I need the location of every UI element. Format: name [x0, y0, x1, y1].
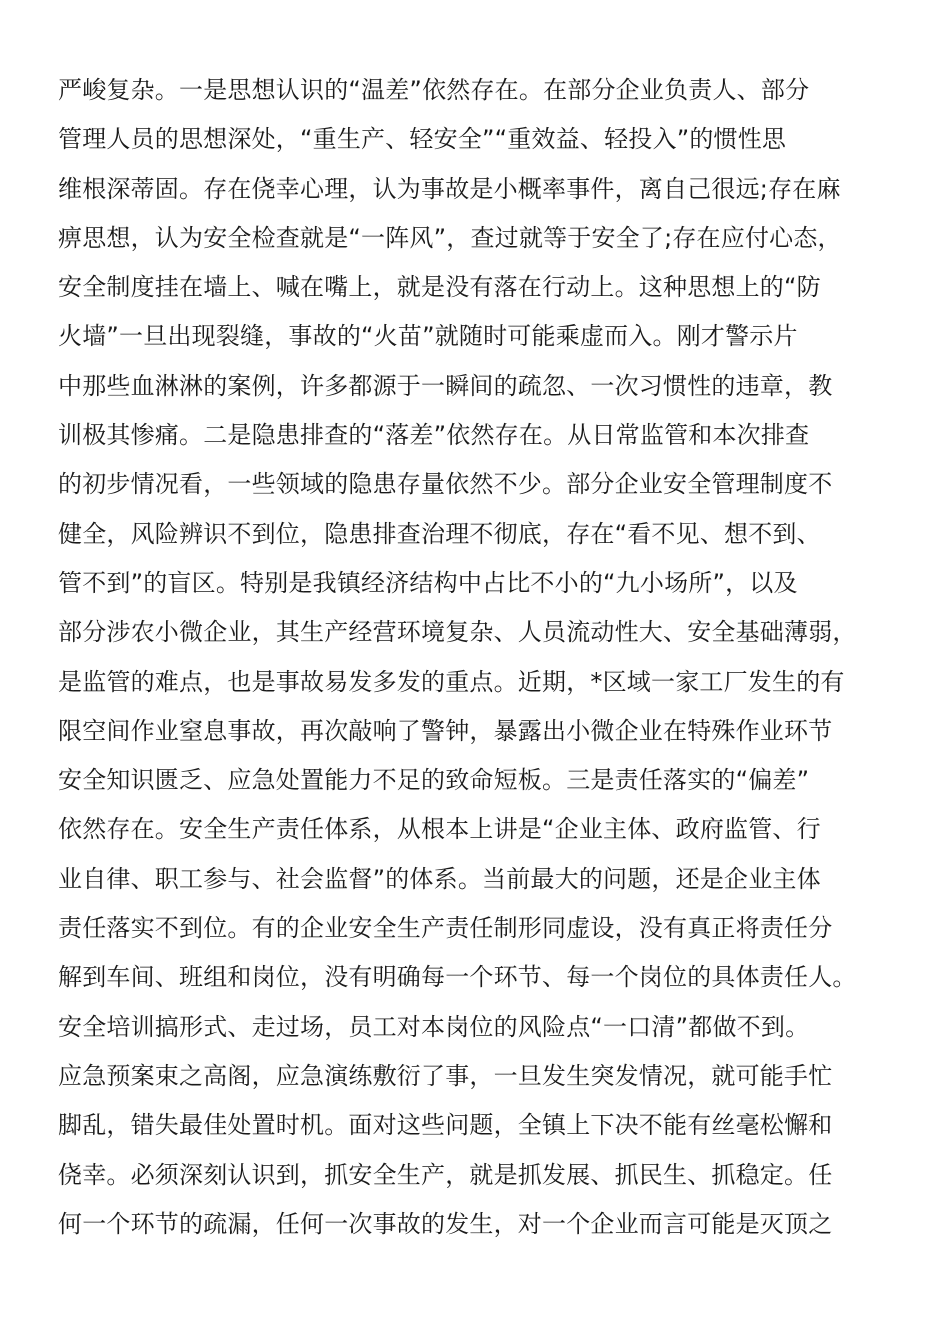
text-line: 安全制度挂在墙上、喊在嘴上，就是没有落在行动上。这种思想上的“防 — [58, 273, 821, 302]
text-line: 是监管的难点，也是事故易发多发的重点。近期，*区域一家工厂发生的有 — [58, 667, 845, 696]
text-line: 安全培训搞形式、走过场，员工对本岗位的风险点“一口清”都做不到。 — [58, 1012, 810, 1041]
text-line: 的初步情况看，一些领域的隐患存量依然不少。部分企业安全管理制度不 — [58, 470, 833, 499]
body-text — [58, 66, 898, 1249]
text-line: 责任落实不到位。有的企业安全生产责任制形同虚设，没有真正将责任分 — [58, 914, 833, 943]
text-line: 安全知识匮乏、应急处置能力不足的致命短板。三是责任落实的“偏差” — [58, 766, 810, 795]
text-line: 解到车间、班组和岗位，没有明确每一个环节、每一个岗位的具体责任人。 — [58, 963, 857, 992]
text-line: 何一个环节的疏漏，任何一次事故的发生，对一个企业而言可能是灭顶之 — [58, 1209, 833, 1238]
text-line: 健全，风险辨识不到位，隐患排查治理不彻底，存在“看不见、想不到、 — [58, 519, 821, 548]
text-line: 维根深蒂固。存在侥幸心理，认为事故是小概率事件，离自己很远;存在麻 — [58, 174, 841, 203]
text-line: 训极其惨痛。二是隐患排查的“落差”依然存在。从日常监管和本次排查 — [58, 421, 810, 450]
text-line: 部分涉农小微企业，其生产经营环境复杂、人员流动性大、安全基础薄弱， — [58, 618, 857, 647]
text-line: 脚乱，错失最佳处置时机。面对这些问题，全镇上下决不能有丝毫松懈和 — [58, 1111, 833, 1140]
text-line: 依然存在。安全生产责任体系，从根本上讲是“企业主体、政府监管、行 — [58, 815, 821, 844]
text-line: 侥幸。必须深刻认识到，抓安全生产，就是抓发展、抓民生、抓稳定。任 — [58, 1160, 833, 1189]
text-line: 管不到”的盲区。特别是我镇经济结构中占比不小的“九小场所”，以及 — [58, 568, 798, 597]
text-line: 限空间作业窒息事故，再次敲响了警钟，暴露出小微企业在特殊作业环节 — [58, 716, 833, 745]
text-line: 业自律、职工参与、社会监督”的体系。当前最大的问题，还是企业主体 — [58, 864, 821, 893]
text-line: 应急预案束之高阁，应急演练敷衍了事，一旦发生突发情况，就可能手忙 — [58, 1061, 833, 1090]
text-line: 中那些血淋淋的案例，许多都源于一瞬间的疏忽、一次习惯性的违章，教 — [58, 371, 833, 400]
text-line: 严峻复杂。一是思想认识的“温差”依然存在。在部分企业负责人、部分 — [58, 76, 810, 104]
text-line: 痹思想，认为安全检查就是“一阵风”，查过就等于安全了;存在应付心态， — [58, 223, 842, 252]
text-line: 火墙”一旦出现裂缝，事故的“火苗”就随时可能乘虚而入。刚才警示片 — [58, 322, 798, 351]
text-line: 管理人员的思想深处，“重生产、轻安全”“重效益、轻投入”的惯性思 — [58, 125, 787, 154]
